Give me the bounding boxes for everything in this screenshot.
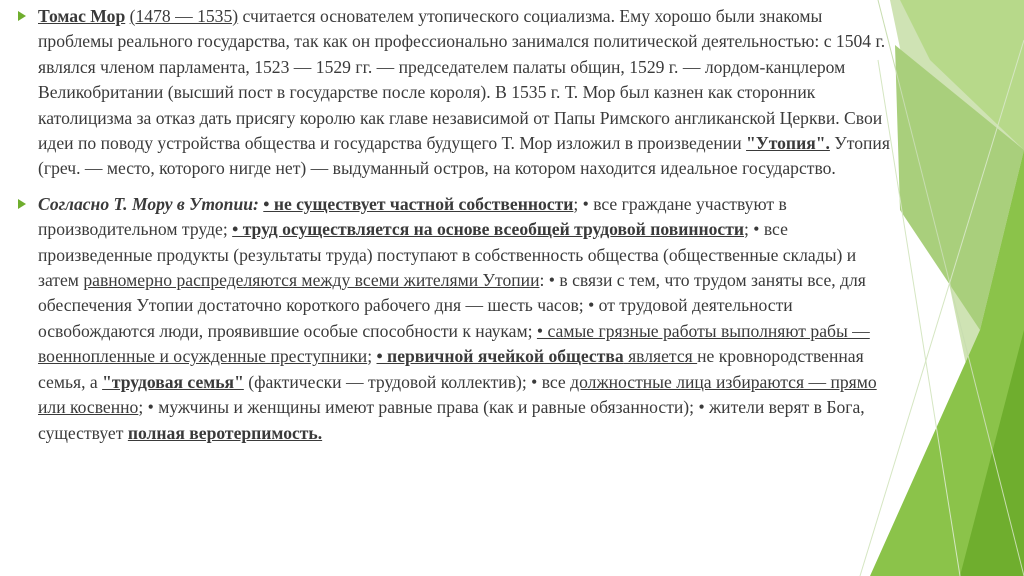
paragraph-utopia-features [18, 192, 898, 446]
work-title: "Утопия". [746, 133, 830, 154]
feature-no-private-property: • не существует частной собственности [263, 193, 574, 214]
feature-text-7: ; • мужчины и женщины имеют равные права (как и равные обязанности); • жители верят в Бога, существует [38, 397, 865, 443]
paragraph-thomas-more [18, 4, 898, 182]
feature-slaves-work: • самые грязные работы выполняют рабы — военнопленные и осужденные преступники [38, 320, 870, 367]
feature-even-distribution: равномерно распределяются между всеми жителями Утопии [83, 270, 540, 291]
utopia-definition: Утопия (греч. — место, которого нигде нет) — выдуманный остров, на котором находится идеальное государство. [38, 133, 890, 179]
person-name: Томас Мор [38, 6, 126, 26]
utopia-lead: Согласно Т. Мору в Утопии: [38, 193, 259, 214]
feature-labor-family: "трудовая семья" [102, 371, 244, 392]
feature-primary-cell: • первичной ячейкой общества [376, 346, 624, 367]
bullet-arrow-icon [18, 11, 26, 21]
feature-officials-elected: должностные лица избираются — прямо или косвенно [38, 371, 877, 418]
feature-text-1: ; • все граждане участвуют в производительном труде; [38, 193, 787, 240]
feature-universal-labor: • труд осуществляется на основе всеобщей трудовой повинности [232, 219, 744, 240]
bullet-arrow-icon [18, 199, 26, 209]
life-years: (1478 — 1535) [129, 6, 239, 26]
feature-text-2: ; • все произведенные продукты (результаты труда) поступают в собственность общества (общественные склады) и затем [38, 219, 857, 291]
feature-text-4: ; [367, 346, 377, 367]
feature-is: является [623, 346, 698, 367]
feature-religious-tolerance: полная веротерпимость. [127, 422, 323, 443]
feature-text-6: (фактически — трудовой коллектив); • все [243, 371, 571, 392]
feature-text-3: : • в связи с тем, что трудом заняты все, для обеспечения Утопии достаточно короткого рабочего дня — шесть часов; • от трудовой деятельности освобождаются люди, проявившие особые способности к наукам; [38, 270, 866, 341]
bio-text: считается основателем утопического социализма. Ему хорошо были знакомы проблемы реального государства, так как он профессионально занимался политической деятельностью: с 1504 г. являлся членом парламента, 1523 — 1529 гг. — председателем палаты общин, 1529 г. — лордом-канцлером Великобритании (высший пост в государстве после короля). В 1535 г. Т. Мор был казнен как сторонник католицизма за отказ дать присягу королю как главе независимой от Папы Римского англиканской Церкви. Свои идеи по поводу устройства общества и государства будущего Т. Мор изложил в произведении [38, 6, 886, 154]
feature-text-5: не кровнородственная семья, а [38, 346, 864, 392]
slide-text [18, 4, 898, 456]
